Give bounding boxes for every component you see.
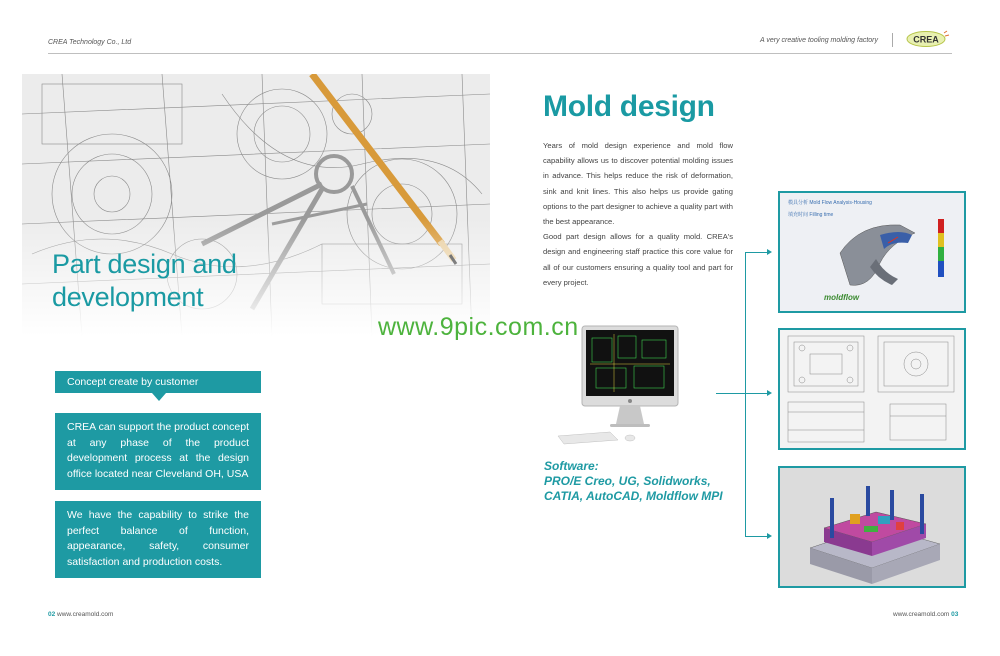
capability-box: We have the capability to strike the perfect balance of function, appearance, safety, consumer satisfaction and production costs. — [55, 501, 261, 578]
concept-support-box: CREA can support the product concept at any phase of the product development process at the design office located near Cleveland OH, USA — [55, 413, 261, 490]
part-title-line1: Part design and — [52, 249, 237, 279]
software-line-2: PRO/E Creo, UG, Solidworks, — [544, 474, 711, 488]
software-label: Software: — [544, 459, 599, 473]
software-line-3: CATIA, AutoCAD, Moldflow MPI — [544, 489, 723, 503]
concept-tab: Concept create by customer — [55, 371, 261, 393]
tagline: A very creative tooling molding factory — [760, 37, 879, 44]
mold-design-text — [543, 138, 733, 290]
arrow-icon — [767, 390, 772, 396]
footer-right — [893, 611, 958, 618]
part-title-line2: development — [52, 282, 204, 312]
watermark: www.9pic.com.cn — [378, 313, 579, 341]
part-design-title — [52, 248, 237, 314]
tab-arrow-icon — [152, 393, 166, 401]
moldflow-analysis-image — [778, 191, 966, 313]
mold-paragraph-2: Good part design allows for a quality mold. CREA's design and engineering staff practice this core value for all of our customers ensuring a quality tool and part for every project. — [543, 232, 733, 287]
page-number-right: 03 — [951, 611, 959, 618]
3d-mold-image — [778, 466, 966, 588]
moldflow-header: 模具分析 Mold Flow Analysis-Housing — [788, 200, 872, 206]
connector-line — [716, 393, 745, 394]
arrow-icon — [767, 533, 772, 539]
header-separator — [892, 33, 893, 47]
footer-left — [48, 611, 113, 618]
company-name: CREA Technology Co., Ltd — [48, 39, 132, 46]
crea-logo — [906, 30, 950, 48]
connector-line — [745, 252, 746, 536]
arrow-icon — [767, 249, 772, 255]
computer-illustration — [556, 322, 684, 446]
moldflow-subheader: 填充时间 Filling time — [788, 212, 834, 218]
moldflow-logo: moldflow — [824, 293, 860, 302]
footer-url-left: www.creamold.com — [57, 611, 114, 618]
header-rule — [48, 53, 952, 54]
software-list — [544, 459, 723, 504]
logo-text: CREA — [913, 34, 939, 45]
page-number-left: 02 — [48, 611, 56, 618]
footer-url-right: www.creamold.com — [893, 611, 950, 618]
mold-design-title: Mold design — [543, 90, 715, 123]
mold-paragraph-1: Years of mold design experience and mold flow capability allows us to discover potential molding issues in advance. This helps reduce the risk of deformation, sink and knit lines. This also helps us provide gating options to the part designer to achieve a quality part with the best appearance. — [543, 141, 733, 227]
mold-drawing-image — [778, 328, 966, 450]
